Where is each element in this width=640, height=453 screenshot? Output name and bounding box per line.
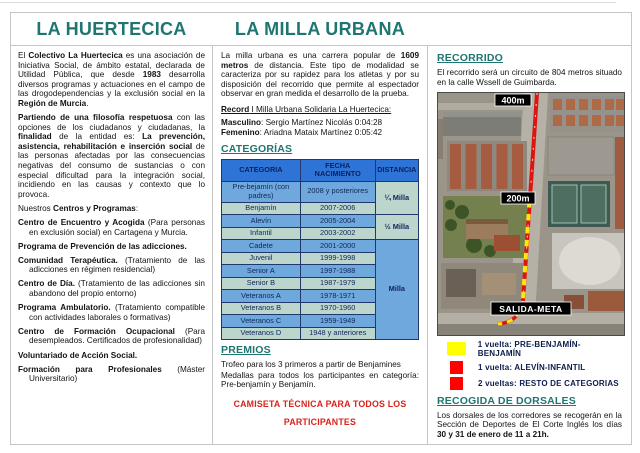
map-label-200m <box>501 192 535 204</box>
recorrido-heading: RECORRIDO <box>437 52 503 64</box>
premios-heading: PREMIOS <box>221 344 271 357</box>
about-paragraph: El Colectivo La Huertecica es una asociación de Iniciativa Social, de ámbito estatal, declarada de Utilidad Pública, que desde 1983 desarrolla diversos programas y actuaciones en el campo de las drogodependencias y la exclusión social en la Región de Murcia. <box>18 51 205 108</box>
header-nacimiento: FECHA NACIMIENTO <box>300 159 375 181</box>
dorsales-heading: RECOGIDA DE DORSALES <box>437 394 576 407</box>
record-masculino: Masculino: Sergio Martínez Nicolás 0:04:28 <box>221 117 383 127</box>
table-cell: Pre-bejamín (con padres) <box>222 181 301 202</box>
legend-item: 1 vuelta: ALEVÍN-INFANTIL <box>447 361 622 374</box>
route-legend <box>437 340 622 390</box>
categorias-heading: CATEGORÍAS <box>221 142 293 155</box>
program-item-voluntariado: Voluntariado de Acción Social. <box>18 350 138 360</box>
huertecica-title-cell <box>11 13 212 46</box>
record-femenino: Femenino: Ariadna Mataix Martínez 0:05:42 <box>221 128 383 138</box>
course-map <box>437 92 625 336</box>
map-red-housing-blocks <box>450 144 523 189</box>
table-cell: Senior A <box>222 265 301 278</box>
map-label-400m <box>495 94 531 106</box>
yellow-swatch-icon <box>447 342 466 355</box>
table-cell: Alevín <box>222 215 301 228</box>
dorsales-text: Los dorsales de los corredores se recogerán en la Sección de Deportes de El Corte Inglés los días 30 y 31 de enero de 11 a 21h. <box>437 410 622 439</box>
red-swatch-icon <box>450 361 463 374</box>
header-distancia: DISTANCIA <box>375 159 418 181</box>
camiseta-notice: CAMISETA TÉCNICA PARA TODOS LOS PARTICIPANTES <box>233 398 407 427</box>
table-cell: Juvenil <box>222 252 301 265</box>
huertecica-column <box>11 46 212 444</box>
record-line: Record I Milla Urbana Solidaria La Huertecica: <box>221 104 392 114</box>
table-cell: Senior B <box>222 277 301 290</box>
milla-title: LA MILLA URBANA <box>234 18 406 39</box>
table-cell: 1959-1949 <box>300 315 375 328</box>
program-item-formacion-ocupacional: Centro de Formación Ocupacional (Para desempleados. Certificados de profesionalidad) <box>18 326 205 346</box>
program-item-prevencion: Programa de Prevención de las adicciones. <box>18 241 187 251</box>
table-cell: 2003-2002 <box>300 227 375 240</box>
table-cell: 2005-2004 <box>300 215 375 228</box>
table-cell: 1948 y anteriores <box>300 327 375 340</box>
milla-title-cell <box>212 13 428 46</box>
programs-intro: Nuestros Centros y Programas: <box>18 203 139 213</box>
table-row <box>222 240 419 253</box>
milla-intro: La milla urbana es una carrera popular de 1609 metros de distancia. Este tipo de modalidad se caracteriza por su rapidez para los atletas y por su disposición del recorrido que permite al espectador observar en gran medida el desarrollo de la prueba. <box>221 51 419 99</box>
program-item-encuentro: Centro de Encuentro y Acogida (Para personas en exclusión social) en Cartagena y Murcia. <box>18 218 205 237</box>
svg-text:400m: 400m <box>501 95 525 106</box>
distance-cell: Milla <box>375 240 418 340</box>
legend-item: 2 vueltas: RESTO DE CATEGORIAS <box>447 377 622 390</box>
philosophy-paragraph: Partiendo de una filosofía respetuosa con las opciones de los ciudadanos y ciudadanas, la finalidad de la entidad es: La prevención, asistencia, rehabilitación e inserción social de las personas afectadas por las consecuencias negativas del consumo de sustancias o con especial dificultad para la integración social, incidiendo en las causas y contexto que lo provoca. <box>18 113 205 199</box>
premios-trofeo: Trofeo para los 3 primeros a partir de Benjamines <box>221 360 401 370</box>
map-label-salida-meta <box>491 302 571 315</box>
table-cell: 1978-1971 <box>300 290 375 303</box>
table-cell: 2007-2006 <box>300 202 375 215</box>
flyer-container <box>10 12 632 445</box>
table-header-row <box>222 159 419 181</box>
distance-cell: ½ Milla <box>375 215 418 240</box>
milla-column <box>212 46 428 444</box>
table-cell: 1987-1979 <box>300 277 375 290</box>
table-cell: 1970-1960 <box>300 302 375 315</box>
table-cell: Veteranos C <box>222 315 301 328</box>
table-cell: Infantil <box>222 227 301 240</box>
svg-text:200m: 200m <box>506 193 530 204</box>
table-cell: Cadete <box>222 240 301 253</box>
svg-text:SALIDA-META: SALIDA-META <box>499 303 563 314</box>
empty-title-cell <box>428 13 631 46</box>
table-row <box>222 215 419 228</box>
premios-medallas: Medallas para todos los participantes en categoría: Pre-benjamín y Benjamín. <box>221 370 419 390</box>
legend-item: 1 vuelta: PRE-BENJAMÍN-BENJAMÍN <box>447 340 622 358</box>
recorrido-column <box>428 46 631 444</box>
huertecica-title: LA HUERTECICA <box>36 18 187 39</box>
table-cell: Veteranos B <box>222 302 301 315</box>
program-item-comunidad: Comunidad Terapéutica. (Tratamiento de las adicciones en régimen residencial) <box>18 255 205 275</box>
program-item-ambulatorio: Programa Ambulatorio. (Tratamiento compatible con actividades laborales o formativas) <box>18 303 205 322</box>
table-cell: 2008 y posteriores <box>300 181 375 202</box>
header-categoria: CATEGORIA <box>222 159 301 181</box>
program-item-profesionales: Formación para Profesionales (Máster Universitario) <box>18 364 205 384</box>
table-cell: 1997-1988 <box>300 265 375 278</box>
table-cell: Veteranos A <box>222 290 301 303</box>
course-map-svg <box>438 93 624 335</box>
page-edge-line <box>0 2 616 3</box>
categories-table <box>221 159 419 340</box>
program-item-centro-dia: Centro de Día. (Tratamiento de las adicciones sin abandono del propio entorno) <box>18 279 205 299</box>
red-swatch-icon <box>450 377 463 390</box>
recorrido-text: El recorrido será un circuito de 804 metros situado en la calle Wssell de Guimbarda. <box>437 68 622 87</box>
map-plaza <box>548 137 614 175</box>
table-cell: 1999-1998 <box>300 252 375 265</box>
table-row <box>222 181 419 202</box>
table-cell: 2001-2000 <box>300 240 375 253</box>
distance-cell: ¼ Milla <box>375 181 418 215</box>
table-cell: Benjamín <box>222 202 301 215</box>
table-cell: Veteranos D <box>222 327 301 340</box>
